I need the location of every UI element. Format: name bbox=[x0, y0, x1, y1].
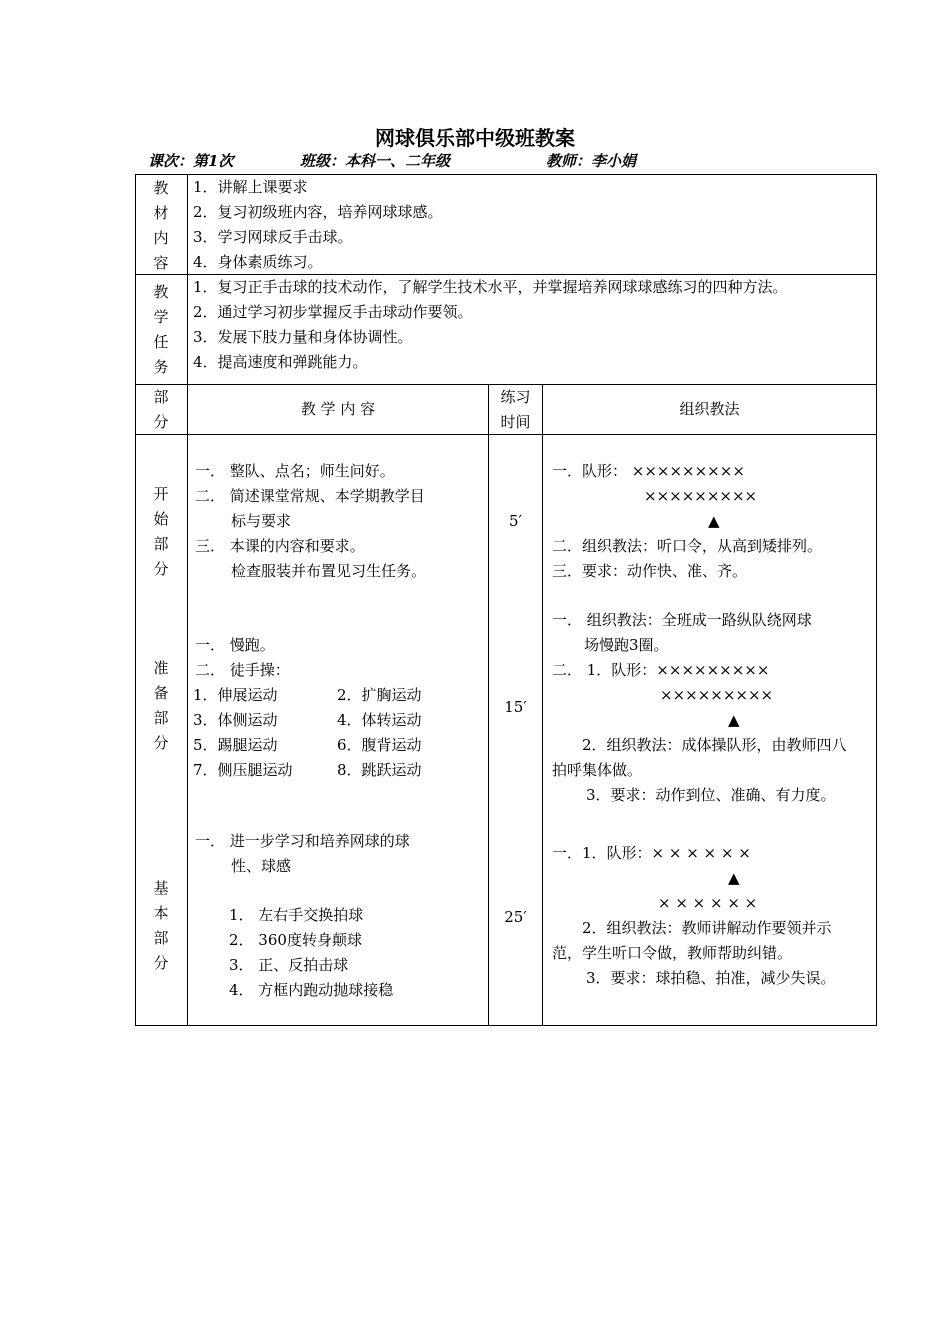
list-item: 1．复习正手击球的技术动作，了解学生技术水平，并掌握培养网球球感练习的四种方法。 bbox=[193, 278, 788, 296]
formation-row: ××××××××× bbox=[660, 686, 774, 704]
list-item: 8．跳跃运动 bbox=[337, 761, 422, 779]
method-line: 范，学生听口令做，教师帮助纠错。 bbox=[552, 944, 793, 962]
list-item: 5．踢腿运动 bbox=[193, 736, 278, 754]
content-line: 性、球感 bbox=[231, 857, 292, 875]
basic-content bbox=[195, 829, 410, 879]
method-line: 3．要求：球拍稳、拍准，减少失误。 bbox=[586, 969, 836, 987]
prep-method bbox=[552, 608, 847, 808]
list-item: 1．讲解上课要求 bbox=[193, 178, 308, 196]
exercise-list-left bbox=[193, 683, 293, 783]
table-divider bbox=[542, 384, 543, 1026]
label-char: 部 bbox=[153, 535, 169, 553]
label-char: 务 bbox=[153, 358, 169, 376]
list-item: 3．学习网球反手击球。 bbox=[193, 228, 353, 246]
content-line: 二． 简述课堂常规、本学期教学目 bbox=[195, 487, 425, 505]
teacher-marker: ▲ bbox=[728, 869, 740, 887]
label-char: 备 bbox=[153, 684, 169, 702]
basic-drill-list bbox=[229, 903, 393, 1003]
table-border-bottom bbox=[135, 1025, 877, 1026]
prep-time: 15′ bbox=[504, 698, 527, 716]
task-list bbox=[193, 275, 788, 375]
prep-content bbox=[195, 633, 290, 683]
list-item: 1．伸展运动 bbox=[193, 686, 278, 704]
label-char: 部 bbox=[153, 929, 169, 947]
teacher-marker: ▲ bbox=[728, 711, 740, 729]
label-char: 材 bbox=[153, 204, 169, 222]
content-line: 检查服装并布置见习生任务。 bbox=[231, 562, 427, 580]
formation-row: ××××××××× bbox=[644, 487, 758, 505]
start-section-label bbox=[135, 482, 187, 582]
material-label bbox=[135, 176, 187, 276]
start-content bbox=[195, 459, 426, 584]
label-char: 分 bbox=[153, 734, 169, 752]
label-char: 开 bbox=[153, 485, 169, 503]
table-divider bbox=[187, 174, 188, 1026]
page-title: 网球俱乐部中级班教案 bbox=[375, 126, 575, 150]
class-info: 班级：本科一、二年级 bbox=[300, 152, 451, 170]
label-char: 教 bbox=[153, 283, 169, 301]
label-char: 学 bbox=[153, 308, 169, 326]
label-char: 分 bbox=[153, 560, 169, 578]
label-char: 容 bbox=[153, 254, 169, 272]
label-char: 基 bbox=[153, 879, 169, 897]
table-border-right bbox=[876, 174, 877, 1026]
label-char: 任 bbox=[153, 333, 169, 351]
list-item: 3．体侧运动 bbox=[193, 711, 278, 729]
label-char: 部 bbox=[153, 388, 169, 406]
method-line: 拍呼集体做。 bbox=[552, 761, 643, 779]
list-item: 2．扩胸运动 bbox=[337, 686, 422, 704]
label-char: 内 bbox=[153, 229, 169, 247]
list-item: 3．发展下肢力量和身体协调性。 bbox=[193, 328, 413, 346]
part-column-header bbox=[135, 385, 187, 435]
method-line: 二．组织教法：听口令，从高到矮排列。 bbox=[552, 537, 823, 555]
prep-section-label bbox=[135, 656, 187, 756]
label-char: 部 bbox=[153, 709, 169, 727]
method-column-header: 组织教法 bbox=[679, 400, 740, 418]
list-item: 3． 正、反拍击球 bbox=[229, 956, 349, 974]
lesson-plan-table bbox=[135, 174, 877, 1026]
teacher-info: 教师：李小娟 bbox=[546, 152, 637, 170]
formation-row: × × × × × × bbox=[658, 894, 758, 912]
content-line: 一． 慢跑。 bbox=[195, 636, 275, 654]
method-line: 场慢跑3圈。 bbox=[584, 636, 669, 654]
teacher-marker: ▲ bbox=[708, 512, 720, 530]
basic-section-label bbox=[135, 876, 187, 976]
content-line: 一． 进一步学习和培养网球的球 bbox=[195, 832, 410, 850]
content-column-header: 教 学 内 容 bbox=[300, 400, 376, 418]
method-line: 2．组织教法：成体操队形，由教师四八 bbox=[582, 736, 847, 754]
label-char: 练习 bbox=[500, 388, 531, 406]
list-item: 4．身体素质练习。 bbox=[193, 253, 323, 271]
lesson-number: 课次：第1次 bbox=[148, 152, 234, 170]
material-list bbox=[193, 175, 443, 275]
label-char: 始 bbox=[153, 510, 169, 528]
list-item: 6．腹背运动 bbox=[337, 736, 422, 754]
task-label bbox=[135, 280, 187, 380]
label-char: 准 bbox=[153, 659, 169, 677]
method-line: 3．要求：动作到位、准确、有力度。 bbox=[586, 786, 836, 804]
list-item: 2．通过学习初步掌握反手击球动作要领。 bbox=[193, 303, 473, 321]
list-item: 1． 左右手交换拍球 bbox=[229, 906, 364, 924]
method-line: 一． 组织教法：全班成一路纵队绕网球 bbox=[552, 611, 812, 629]
start-method bbox=[552, 459, 822, 584]
method-line: 2．组织教法：教师讲解动作要领并示 bbox=[582, 919, 832, 937]
start-time: 5′ bbox=[509, 512, 522, 530]
method-line: 一．队形： ××××××××× bbox=[552, 462, 745, 480]
label-char: 教 bbox=[153, 179, 169, 197]
list-item: 4．体转运动 bbox=[337, 711, 422, 729]
basic-method bbox=[552, 841, 836, 991]
list-item: 2．复习初级班内容，培养网球球感。 bbox=[193, 203, 443, 221]
label-char: 本 bbox=[153, 904, 169, 922]
list-item: 7．侧压腿运动 bbox=[193, 761, 293, 779]
content-line: 二． 徒手操： bbox=[195, 661, 290, 679]
content-line: 标与要求 bbox=[231, 512, 292, 530]
list-item: 4． 方框内跑动抛球接稳 bbox=[229, 981, 394, 999]
list-item: 2． 360度转身颠球 bbox=[229, 931, 362, 949]
method-line: 三．要求：动作快、准、齐。 bbox=[552, 562, 748, 580]
label-char: 时间 bbox=[500, 413, 531, 431]
method-line: 一．1．队形：× × × × × × bbox=[552, 844, 751, 862]
basic-time: 25′ bbox=[504, 908, 527, 926]
time-column-header bbox=[489, 385, 542, 435]
list-item: 4．提高速度和弹跳能力。 bbox=[193, 353, 368, 371]
method-line: 二． 1．队形：××××××××× bbox=[552, 661, 770, 679]
content-line: 一． 整队、点名；师生问好。 bbox=[195, 462, 395, 480]
label-char: 分 bbox=[153, 954, 169, 972]
exercise-list-right bbox=[337, 683, 422, 783]
content-line: 三． 本课的内容和要求。 bbox=[195, 537, 365, 555]
label-char: 分 bbox=[153, 413, 169, 431]
